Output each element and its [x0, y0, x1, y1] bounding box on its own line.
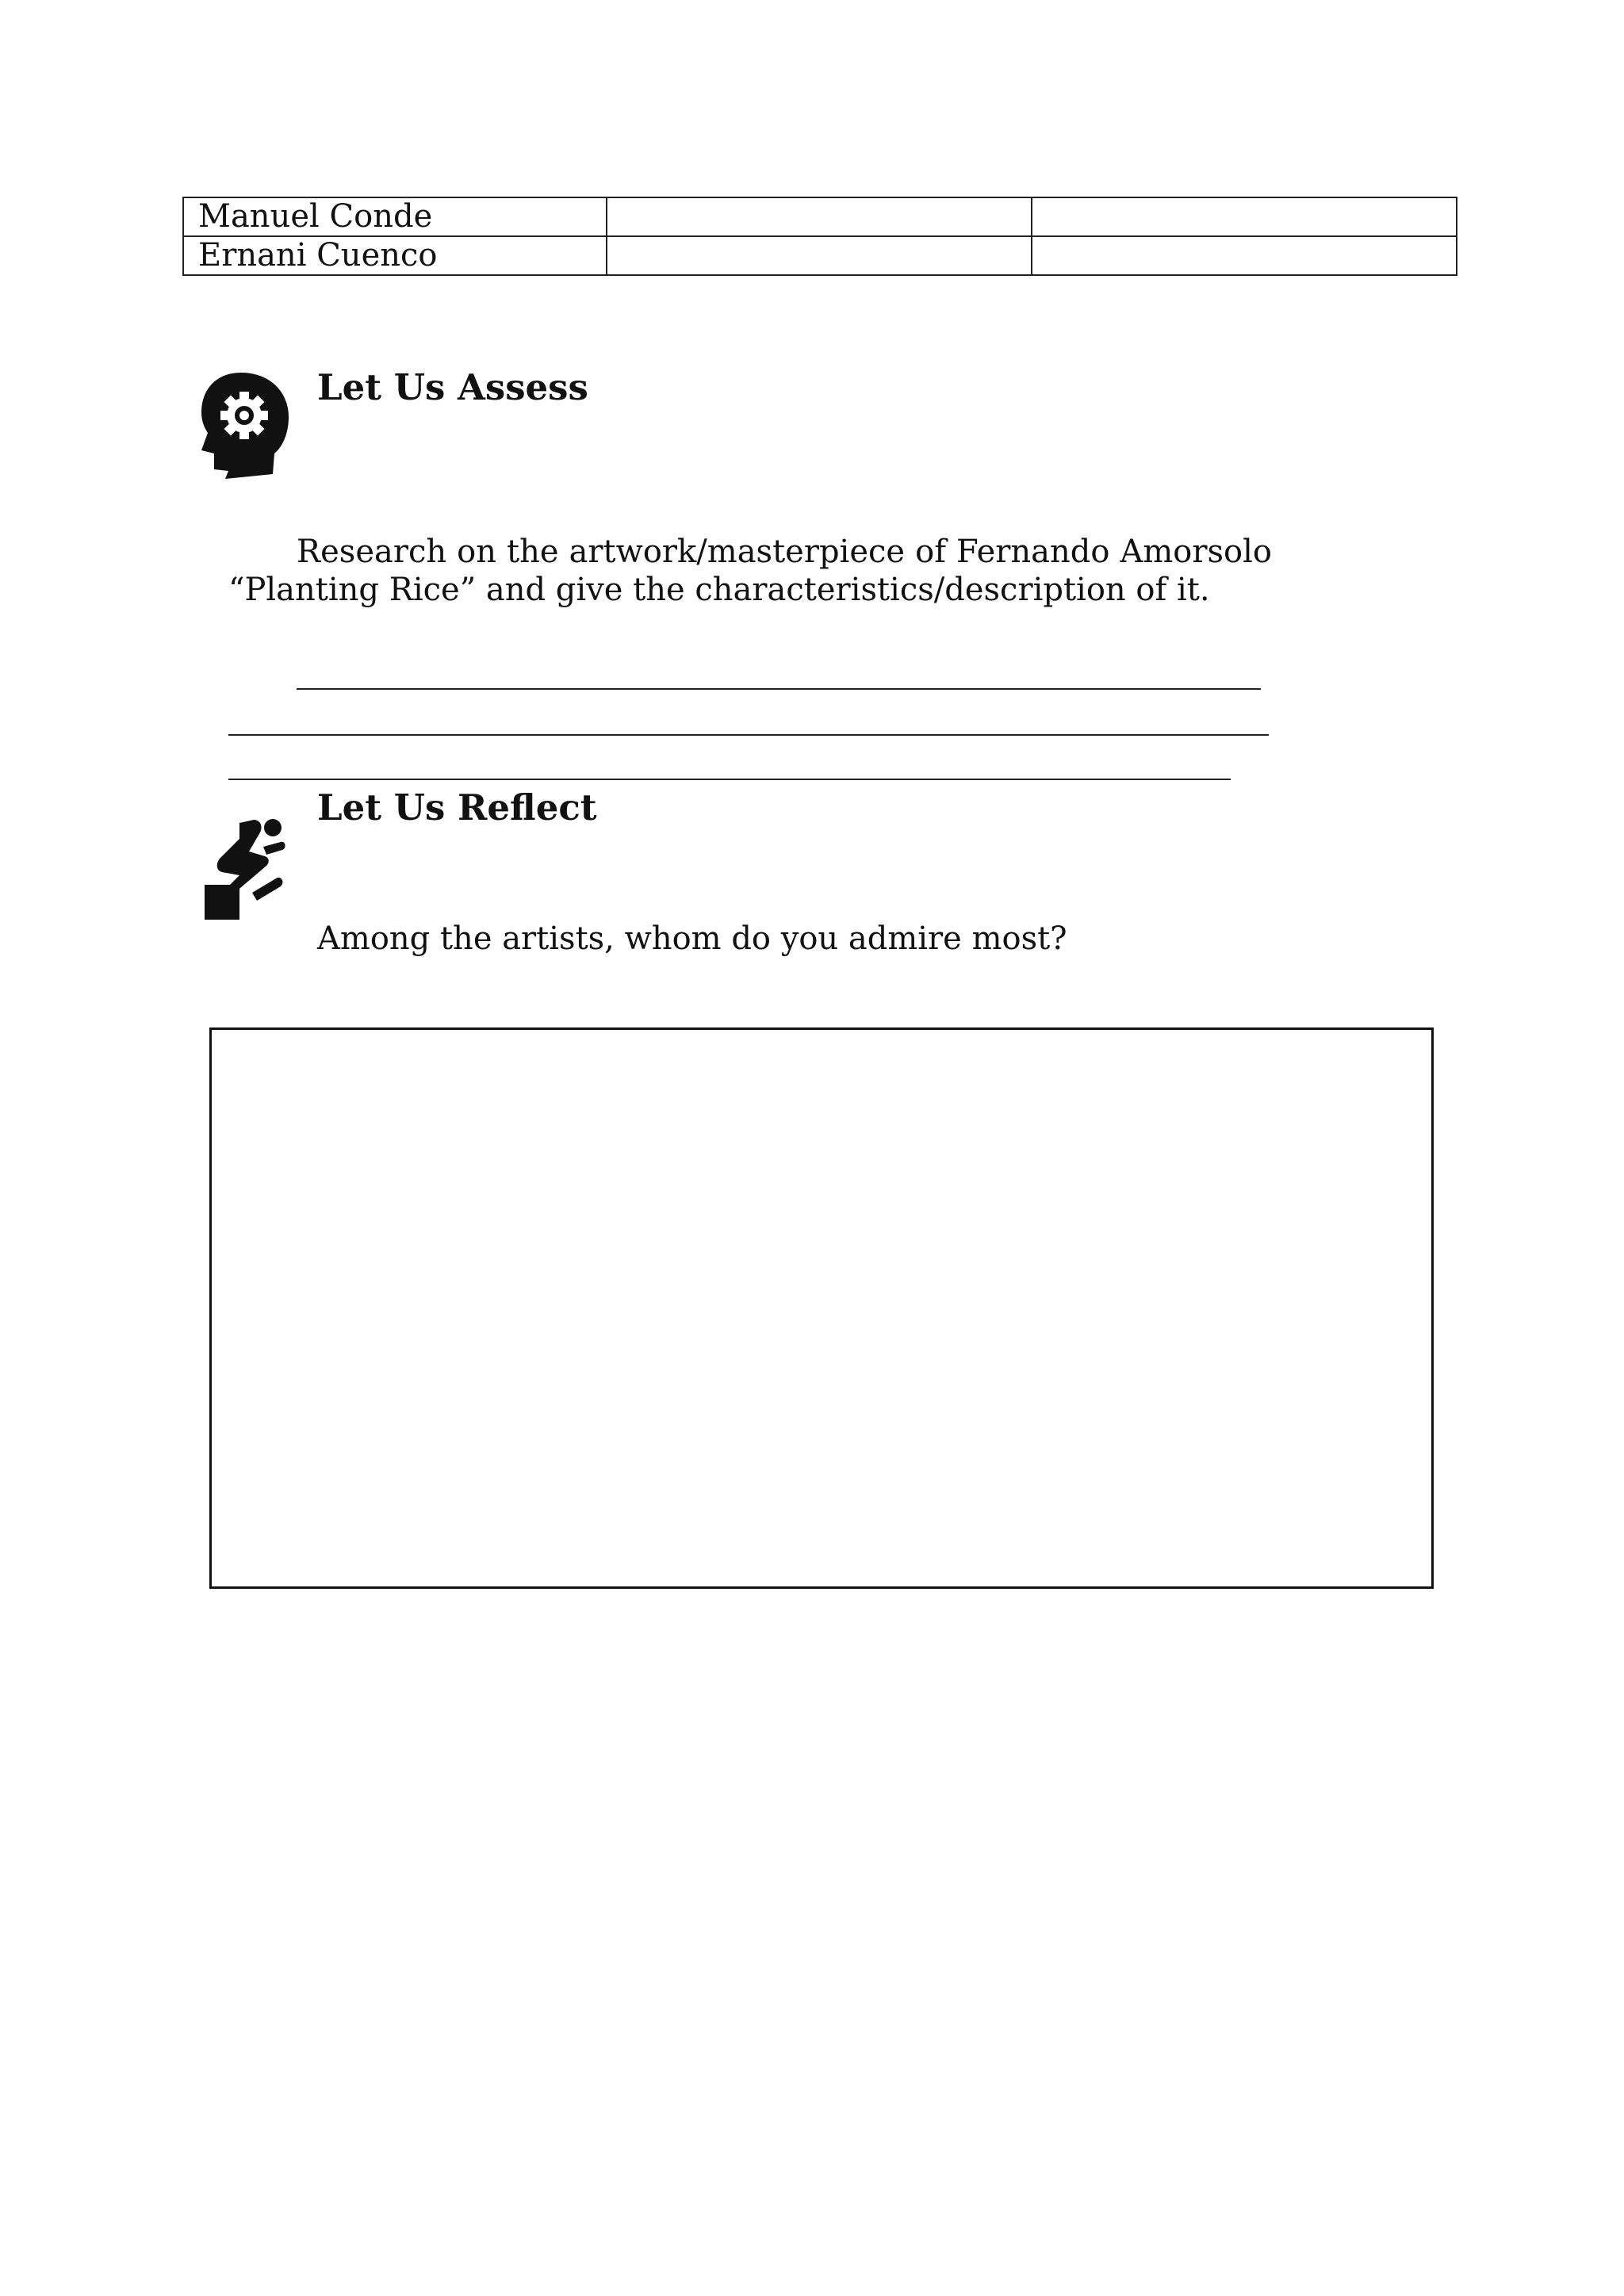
section-heading: Let Us Reflect — [317, 786, 597, 828]
answer-line[interactable] — [228, 779, 1231, 780]
reflection-question: Among the artists, whom do you admire most? — [317, 920, 1067, 957]
blank-cell[interactable] — [607, 236, 1032, 275]
section-heading: Let Us Assess — [317, 366, 588, 408]
table-row — [183, 236, 1457, 275]
artist-name-cell: Manuel Conde — [183, 197, 607, 236]
thinker-icon — [205, 817, 287, 924]
artists-table — [182, 197, 1457, 276]
answer-line[interactable] — [297, 688, 1261, 690]
blank-cell[interactable] — [1032, 197, 1457, 236]
artist-name-cell: Ernani Cuenco — [183, 236, 607, 275]
head-gear-icon — [198, 371, 290, 479]
answer-box[interactable] — [209, 1027, 1434, 1589]
answer-line[interactable] — [228, 734, 1269, 736]
table-row — [183, 197, 1457, 236]
assessment-prompt: Research on the artwork/masterpiece of Fernando Amorsolo “Planting Rice” and give the characteristics/description of it. — [228, 534, 1272, 608]
blank-cell[interactable] — [607, 197, 1032, 236]
blank-cell[interactable] — [1032, 236, 1457, 275]
